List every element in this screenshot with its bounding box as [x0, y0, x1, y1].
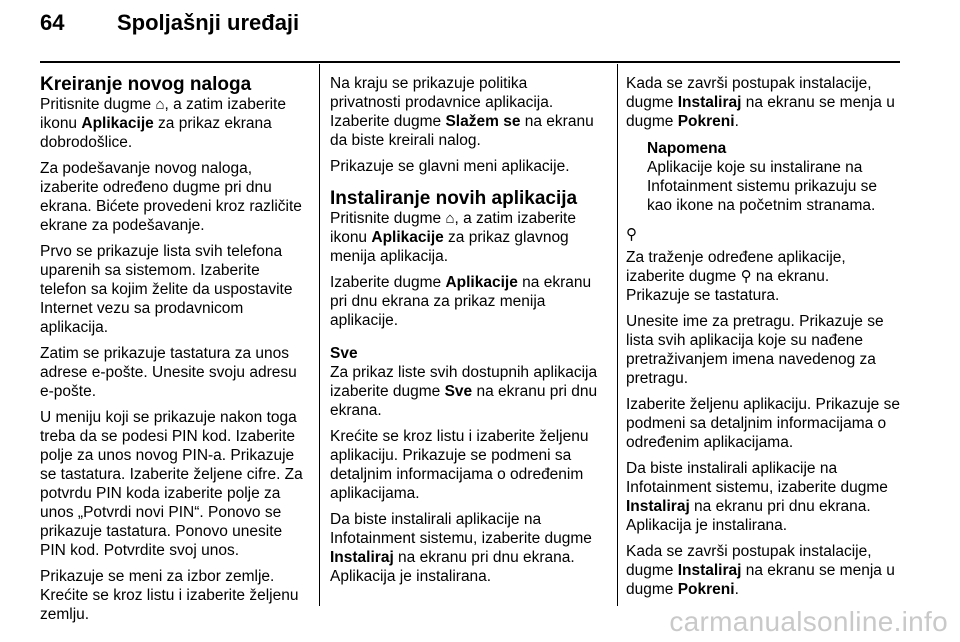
header-rule	[40, 61, 900, 63]
paragraph: Pritisnite dugme ⌂, a zatim izaberite ikonu Aplikacije za prikaz ekrana dobrodošlice.	[40, 96, 286, 151]
page-number: 64	[40, 10, 65, 35]
paragraph: Da biste instalirali aplikacije na Infotainment sistemu, izaberite dugme Instaliraj na ekranu pri dnu ekrana. Aplikacija je instalirana.	[626, 460, 888, 534]
paragraph: Krećite se kroz listu i izaberite željenu aplikaciju. Prikazuje se podmeni sa detaljnim informacijama o određenim aplikacijama.	[330, 428, 589, 502]
section-heading-install-apps: Instaliranje novih aplikacija	[330, 188, 578, 209]
note-title: Napomena	[647, 140, 727, 157]
paragraph: Kada se završi postupak instalacije, dugme Instaliraj na ekranu se menja u dugme Pokreni.	[626, 543, 895, 598]
search-icon: ⚲	[626, 226, 637, 243]
paragraph: Kada se završi postupak instalacije, dugme Instaliraj na ekranu se menja u dugme Pokreni.	[626, 75, 895, 130]
watermark: carmanualsonline.info	[669, 606, 948, 637]
column-1	[40, 74, 306, 631]
paragraph: Prikazuje se glavni meni aplikacije.	[330, 158, 570, 175]
note-box	[647, 139, 902, 215]
search-icon: ⚲	[740, 268, 752, 285]
home-icon: ⌂	[445, 210, 455, 227]
paragraph: Za prikaz liste svih dostupnih aplikacija izaberite dugme Sve na ekranu pri dnu ekrana.	[330, 364, 598, 419]
paragraph: Prikazuje se meni za izbor zemlje. Krećite se kroz listu i izaberite željenu zemlju.	[40, 568, 299, 623]
paragraph: Za traženje određene aplikacije, izaberite dugme ⚲ na ekranu.	[626, 249, 846, 285]
subheading-all: Sve	[330, 345, 358, 362]
paragraph: Izaberite željenu aplikaciju. Prikazuje se podmeni sa detaljnim informacijama o određenim aplikacijama.	[626, 396, 900, 451]
paragraph: Za podešavanje novog naloga, izaberite određeno dugme pri dnu ekrana. Bićete provedeni kroz različite ekrane za podešavanje.	[40, 160, 302, 234]
column-divider-2	[617, 64, 618, 606]
column-2	[330, 74, 602, 593]
paragraph: Prikazuje se tastatura.	[626, 287, 780, 304]
paragraph: U meniju koji se prikazuje nakon toga treba da se podesi PIN kod. Izaberite polje za unos novog PIN-a. Prikazuje se tastatura. Izaberite željene cifre. Za potvrdu PIN koda izaberite polje za unos „Potvrdi novi PIN“. Ponovo se prikazuje tastatura. Ponovo unesite PIN kod. Potvrdite svoj unos.	[40, 409, 303, 559]
paragraph: Pritisnite dugme ⌂, a zatim izaberite ikonu Aplikacije za prikaz glavnog menija aplikacija.	[330, 210, 576, 265]
paragraph: Na kraju se prikazuje politika privatnosti prodavnice aplikacija. Izaberite dugme Slažem se na ekranu da biste kreirali nalog.	[330, 75, 594, 149]
column-divider-1	[319, 64, 320, 606]
section-heading-new-account: Kreiranje novog naloga	[40, 74, 252, 95]
paragraph: Unesite ime za pretragu. Prikazuje se lista svih aplikacija koje su nađene pretraživanjem imena navedenog za pretragu.	[626, 313, 884, 387]
paragraph: Da biste instalirali aplikacije na Infotainment sistemu, izaberite dugme Instaliraj na ekranu pri dnu ekrana. Aplikacija je instalirana.	[330, 511, 592, 585]
paragraph: Zatim se prikazuje tastatura za unos adrese e-pošte. Unesite svoju adresu e-pošte.	[40, 345, 297, 400]
paragraph: Prvo se prikazuje lista svih telefona uparenih sa sistemom. Izaberite telefon sa kojim želite da uspostavite Internet vezu sa prodavnicom aplikacija.	[40, 243, 293, 336]
paragraph: Izaberite dugme Aplikacije na ekranu pri dnu ekrana za prikaz menija aplikacije.	[330, 274, 592, 329]
home-icon: ⌂	[155, 96, 165, 113]
note-text: Aplikacije koje su instalirane na Infotainment sistemu prikazuju se kao ikone na početnim stranama.	[647, 159, 878, 214]
column-3	[626, 74, 902, 606]
page-title: Spoljašnji uređaji	[117, 10, 300, 35]
